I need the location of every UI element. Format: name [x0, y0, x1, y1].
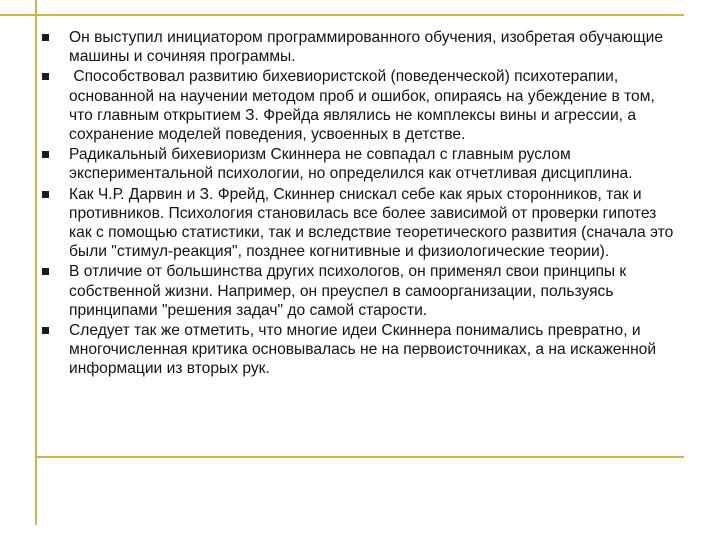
top-rule — [0, 14, 684, 16]
bullet-item — [42, 185, 682, 262]
square-bullet-icon — [42, 73, 49, 80]
left-rule — [35, 0, 37, 525]
bullet-text: Радикальный бихевиоризм Скиннера не совпадал с главным руслом экспериментальной психологии, но определился как отчетливая дисциплина. — [69, 146, 633, 183]
bullet-text: В отличие от большинства других психологов, он применял свои принципы к собственной жизни. Например, он преуспел в самоорганизации, пользуясь принципами "решения задач" до самой старости. — [69, 263, 627, 319]
bullet-item — [42, 67, 682, 144]
bullet-text: Следует так же отметить, что многие идеи Скиннера понимались превратно, и многочисленная критика основывалась не на первоисточниках, а на искаженной информации из вторых рук. — [69, 322, 657, 378]
bullet-list — [42, 28, 682, 379]
bullet-text: Он выступил инициатором программированного обучения, изобретая обучающие машины и сочиняя программы. — [69, 29, 664, 66]
bullet-text: Как Ч.Р. Дарвин и З. Фрейд, Скиннер снискал себе как ярых сторонников, так и противников. Психология становилась все более зависимой от проверки гипотез как с помощью статистики, так и вследствие теоретического развития (сначала это были "стимул-реакция", позднее когнитивные и физиологические теории). — [69, 185, 674, 261]
bullet-item — [42, 321, 682, 379]
bottom-rule — [35, 456, 684, 458]
square-bullet-icon — [42, 191, 49, 198]
bullet-item — [42, 28, 682, 66]
square-bullet-icon — [42, 151, 49, 158]
bullet-item — [42, 145, 682, 183]
square-bullet-icon — [42, 327, 49, 334]
slide-content — [42, 28, 682, 380]
bullet-text: Способствовал развитию бихевиористской (поведенческой) психотерапии, основанной на научении методом проб и ошибок, опираясь на убеждение в том, что главным открытием З. Фрейда являлись не комплексы вины и агрессии, а сохранение моделей поведения, усвоенных в детстве. — [69, 68, 660, 144]
square-bullet-icon — [42, 34, 49, 41]
square-bullet-icon — [42, 268, 49, 275]
bullet-item — [42, 262, 682, 320]
